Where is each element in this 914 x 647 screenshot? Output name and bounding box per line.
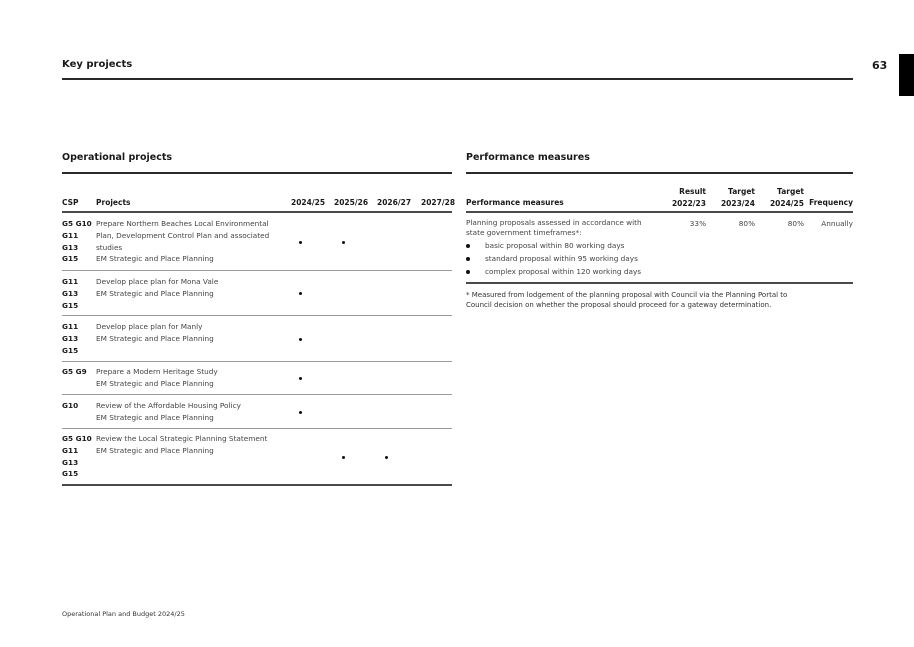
col-projects: Projects xyxy=(96,198,131,207)
col-csp: CSP xyxy=(62,198,79,207)
project-cell: Review the Local Strategic Planning Statement EM Strategic and Place Planning xyxy=(96,434,268,455)
project-cell: Review of the Affordable Housing Policy EM Strategic and Place Planning xyxy=(96,401,241,422)
project-cell: Prepare a Modern Heritage Study EM Strategic and Place Planning xyxy=(96,367,218,388)
project-owner: EM Strategic and Place Planning xyxy=(96,412,214,422)
target-2023-24-value: 80% xyxy=(738,219,755,228)
row-divider xyxy=(62,270,452,271)
project-owner: EM Strategic and Place Planning xyxy=(96,378,214,388)
project-cell: Develop place plan for Mona Vale EM Strategic and Place Planning xyxy=(96,277,219,298)
csp-cell: G10 xyxy=(62,401,79,410)
target-2024-25-value: 80% xyxy=(787,219,804,228)
col-frequency: Frequency xyxy=(809,198,853,207)
csp-cell: G5 G10 G11 G13 G15 xyxy=(62,219,92,264)
page-section-title: Key projects xyxy=(62,59,133,70)
bullet-icon xyxy=(466,257,470,261)
col-target-2024-25: Target 2024/25 xyxy=(769,187,804,208)
operational-bottom-rule xyxy=(62,484,452,486)
year-marker-dot xyxy=(299,377,302,380)
performance-bottom-rule xyxy=(466,282,853,284)
col-result-2022-23: Result 2022/23 xyxy=(671,187,706,208)
measure-bullet-item: standard proposal within 95 working days xyxy=(485,254,638,263)
csp-cell: G5 G9 xyxy=(62,367,87,376)
frequency-value: Annually xyxy=(821,219,853,228)
page-number: 63 xyxy=(872,59,888,72)
result-value: 33% xyxy=(689,219,706,228)
performance-footnote: * Measured from lodgement of the planning proposal with Council via the Planning Portal to Council decision on whether the proposal should proceed for a gateway determination. xyxy=(466,291,788,309)
measure-description: Planning proposals assessed in accordance with state government timeframes*: xyxy=(466,218,642,237)
year-marker-dot xyxy=(342,241,345,244)
year-marker-dot xyxy=(385,456,388,459)
operational-title-rule xyxy=(62,172,452,174)
year-marker-dot xyxy=(299,241,302,244)
performance-header-rule xyxy=(466,211,853,213)
operational-projects-title: Operational projects xyxy=(62,152,173,163)
row-divider xyxy=(62,361,452,362)
col-2024-25: 2024/25 xyxy=(291,198,326,207)
year-marker-dot xyxy=(299,292,302,295)
project-owner: EM Strategic and Place Planning xyxy=(96,254,214,264)
col-performance-measures: Performance measures xyxy=(466,198,564,207)
bullet-icon xyxy=(466,244,470,248)
csp-cell: G11 G13 G15 xyxy=(62,277,79,310)
row-divider xyxy=(62,428,452,429)
project-cell: Prepare Northern Beaches Local Environmental Plan, Development Control Plan and associated studies EM Strategic and Place Planning xyxy=(96,219,270,264)
header-divider xyxy=(62,78,853,80)
project-cell: Develop place plan for Manly EM Strategic and Place Planning xyxy=(96,322,214,343)
year-marker-dot xyxy=(299,411,302,414)
project-owner: EM Strategic and Place Planning xyxy=(96,333,214,343)
col-target-2023-24: Target 2023/24 xyxy=(720,187,755,208)
performance-title-rule xyxy=(466,172,853,174)
page-footer: Operational Plan and Budget 2024/25 xyxy=(62,610,185,618)
col-2025-26: 2025/26 xyxy=(334,198,369,207)
year-marker-dot xyxy=(299,338,302,341)
year-marker-dot xyxy=(342,456,345,459)
csp-cell: G11 G13 G15 xyxy=(62,322,79,355)
measure-bullet-item: basic proposal within 80 working days xyxy=(485,241,625,250)
project-owner: EM Strategic and Place Planning xyxy=(96,288,214,298)
measure-bullet-item: complex proposal within 120 working days xyxy=(485,267,642,276)
col-2027-28: 2027/28 xyxy=(421,198,456,207)
row-divider xyxy=(62,394,452,395)
performance-measures-title: Performance measures xyxy=(466,152,590,163)
csp-cell: G5 G10 G11 G13 G15 xyxy=(62,434,92,479)
row-divider xyxy=(62,315,452,316)
bullet-icon xyxy=(466,270,470,274)
side-tab-marker xyxy=(899,54,914,96)
col-2026-27: 2026/27 xyxy=(377,198,412,207)
project-owner: EM Strategic and Place Planning xyxy=(96,445,214,455)
operational-header-rule xyxy=(62,211,452,213)
